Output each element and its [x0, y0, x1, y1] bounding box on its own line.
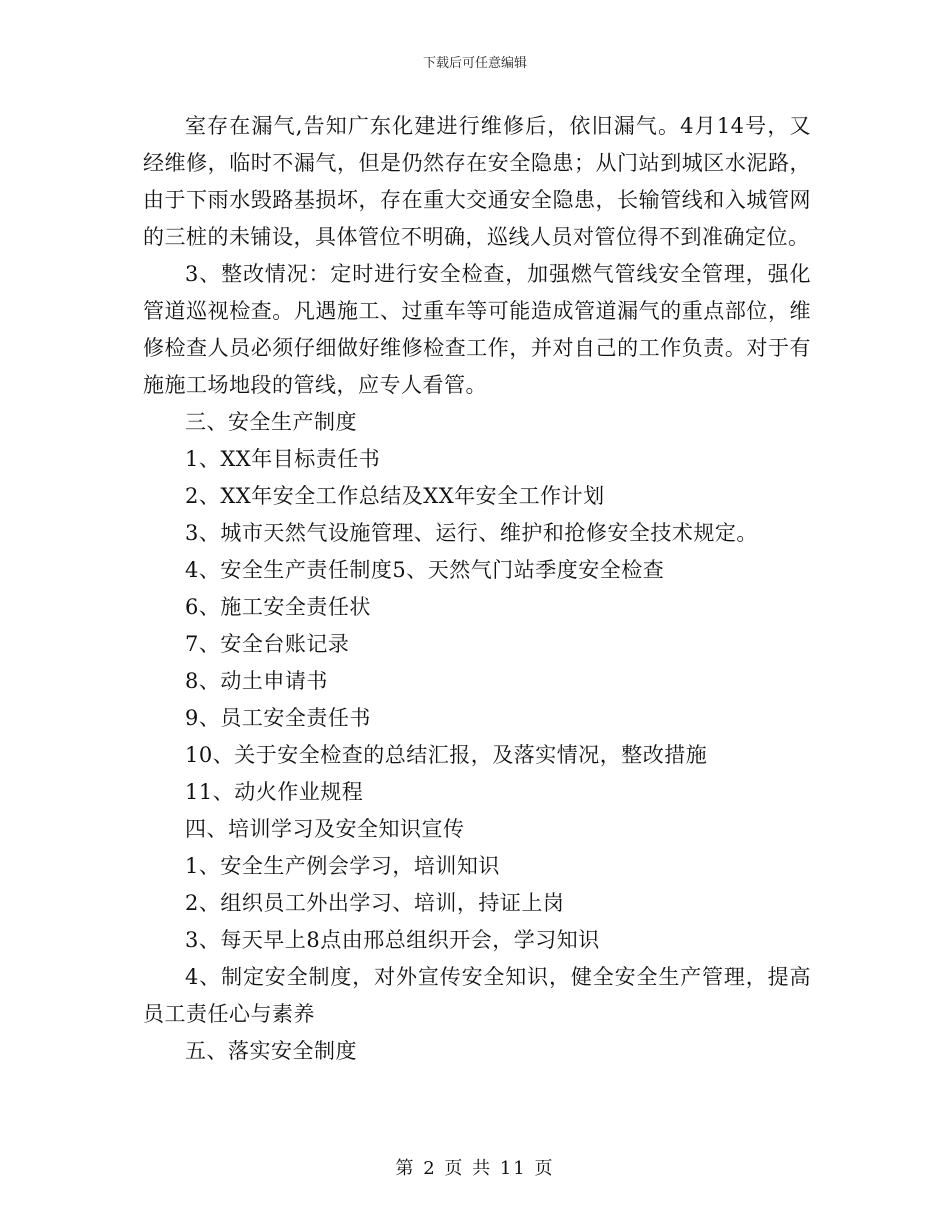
list-item: 9、员工安全责任书	[185, 706, 371, 730]
section-heading: 四、培训学习及安全知识宣传	[185, 817, 465, 841]
list-item: 11、动火作业规程	[185, 780, 364, 804]
list-item: 2、XX年安全工作总结及XX年安全工作计划	[185, 484, 605, 508]
list-item: 3、城市天然气设施管理、运行、维护和抢修安全技术规定。	[185, 521, 758, 545]
section-heading: 三、安全生产制度	[185, 410, 357, 434]
list-item: 1、安全生产例会学习，培训知识	[185, 854, 500, 878]
list-item: 7、安全台账记录	[185, 632, 350, 656]
list-item: 4、安全生产责任制度5、天然气门站季度安全检查	[185, 558, 665, 582]
list-item: 2、组织员工外出学习、培训，持证上岗	[185, 891, 565, 915]
page-header: 下载后可任意编辑	[422, 56, 527, 71]
paragraph: 室存在漏气,告知广东化建进行维修后，依旧漏气。4月14号，又经维修，临时不漏气，但是仍然存在安全隐患；从门站到城区水泥路，由于下雨水毁路基损坏，存在重大交通安全隐患，长输管线和入城管网的三桩的未铺设，具体管位不明确，巡线人员对管位得不到准确定位。	[143, 114, 811, 249]
page-footer: 第 2 页 共 11 页	[395, 1158, 555, 1179]
section-heading: 五、落实安全制度	[185, 1039, 357, 1063]
list-item: 6、施工安全责任状	[185, 595, 371, 619]
list-item: 10、关于安全检查的总结汇报，及落实情况，整改措施	[185, 743, 708, 767]
paragraph: 3、整改情况：定时进行安全检查，加强燃气管线安全管理，强化管道巡视检查。凡遇施工、过重车等可能造成管道漏气的重点部位，维修检查人员必须仔细做好维修检查工作，并对自己的工作负责。对于有施施工场地段的管线，应专人看管。	[143, 262, 811, 397]
list-item: 3、每天早上8点由邢总组织开会，学习知识	[185, 928, 600, 952]
list-item: 8、动土申请书	[185, 669, 328, 693]
document-body	[143, 108, 811, 1070]
list-item: 4、制定安全制度，对外宣传安全知识，健全安全生产管理，提高员工责任心与素养	[143, 965, 811, 1026]
list-item: 1、XX年目标责任书	[185, 447, 381, 471]
